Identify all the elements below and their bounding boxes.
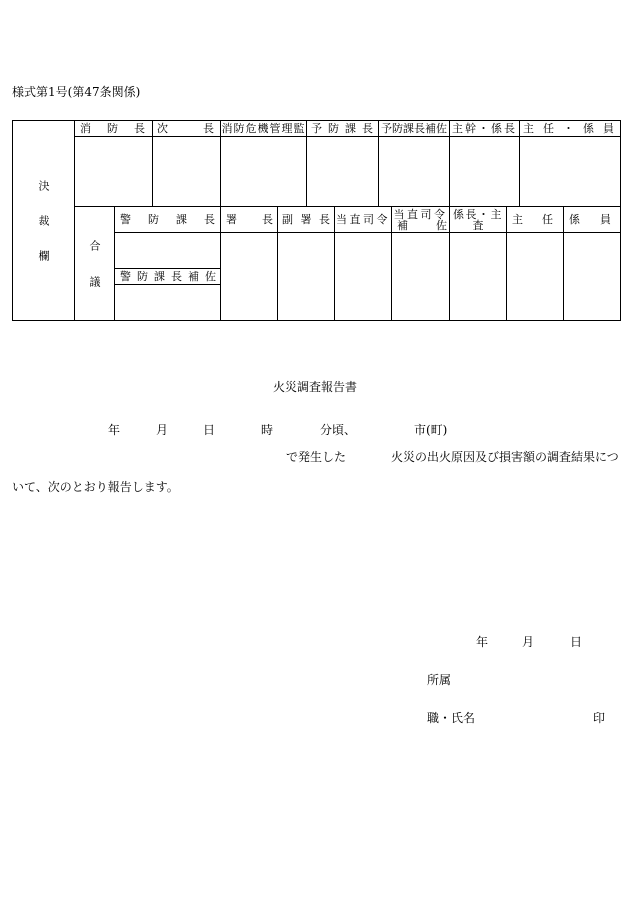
header-cell-fire-defense-section-chief (114, 206, 221, 233)
header-cell-senior-officer (506, 206, 564, 233)
stamp-box-chief-officer-unit-chief (449, 136, 520, 207)
stamp-box-deputy-station-chief (277, 232, 335, 321)
report-month-label: 月 (156, 423, 169, 437)
report-day-label: 日 (203, 423, 216, 437)
header-cell-station-chief (220, 206, 278, 233)
seal-label: 印 (593, 711, 606, 725)
header-label: 予防課長補佐 (381, 122, 447, 135)
header-label: 警 防 課 長 補 佐 (120, 270, 216, 283)
approval-table (12, 120, 621, 321)
affiliation-label: 所属 (427, 673, 452, 687)
header-label: 副 署 長 (282, 213, 330, 226)
header-label: 主幹・係長 (452, 122, 517, 135)
header-cell-staff-member (563, 206, 621, 233)
header-label-line1: 係長・主 (453, 207, 503, 221)
header-label: 署 長 (226, 213, 273, 226)
header-cell-prevention-assistant-chief (378, 120, 450, 137)
report-subject-text: 火災の出火原因及び損害額の調査結果につ (391, 450, 619, 464)
header-cell-fire-chief (74, 120, 153, 137)
signature-year-label: 年 (476, 635, 489, 649)
decision-label: 決裁欄 (37, 180, 50, 285)
stamp-box-prevention-section-chief (306, 136, 379, 207)
stamp-box-duty-commander-assistant (391, 232, 450, 321)
stamp-box-fire-defense-section-chief (114, 232, 221, 269)
consultation-label: 合議 (88, 240, 101, 312)
stamp-box-fire-chief (74, 136, 153, 207)
stamp-box-unit-chief-inspector (449, 232, 507, 321)
signature-day-label: 日 (570, 635, 583, 649)
report-hour-label: 時 (261, 423, 274, 437)
header-label: 主 任 ・ 係 員 (523, 122, 614, 135)
header-label-line2: 査 (472, 218, 484, 232)
stamp-box-deputy-chief (152, 136, 221, 207)
report-city-label: 市(町) (414, 423, 448, 437)
header-cell-deputy-station-chief (277, 206, 335, 233)
stamp-box-senior-officer (506, 232, 564, 321)
header-cell-crisis-management-supervisor (220, 120, 307, 137)
header-label: 当直司令 (336, 213, 390, 226)
header-label: 係 員 (569, 213, 611, 226)
report-minute-label: 分頃、 (320, 423, 357, 437)
stamp-box-fire-defense-assistant-chief (114, 284, 221, 321)
stamp-box-senior-staff (519, 136, 621, 207)
report-occurred-text: で発生した (286, 450, 347, 464)
stamp-box-station-chief (220, 232, 278, 321)
header-label: 警 防 課 長 (120, 213, 215, 226)
stamp-box-crisis-management-supervisor (220, 136, 307, 207)
header-cell-fire-defense-assistant-chief (114, 268, 221, 285)
stamp-box-prevention-assistant-chief (378, 136, 450, 207)
header-label: 予 防 課 長 (311, 122, 373, 135)
header-cell-senior-staff (519, 120, 621, 137)
header-label-line2: 補 佐 (397, 218, 447, 232)
report-title: 火災調査報告書 (272, 380, 357, 394)
header-label: 次 長 (157, 122, 214, 135)
report-closing-text: いて、次のとおり報告します。 (12, 480, 179, 494)
form-number: 様式第1号(第47条関係) (12, 85, 141, 99)
name-label: 職・氏名 (427, 711, 476, 725)
report-year-label: 年 (108, 423, 121, 437)
header-cell-prevention-section-chief (306, 120, 379, 137)
stamp-box-duty-commander (334, 232, 392, 321)
header-label: 消防危機管理監 (221, 122, 306, 135)
stamp-box-staff-member (563, 232, 621, 321)
header-label-line1: 当直司令 (393, 207, 448, 221)
header-cell-unit-chief-inspector (449, 206, 507, 233)
header-cell-chief-officer-unit-chief (449, 120, 520, 137)
header-label: 主 任 (512, 213, 553, 226)
header-cell-duty-commander-assistant (391, 206, 450, 233)
header-cell-deputy-chief (152, 120, 221, 137)
signature-month-label: 月 (522, 635, 535, 649)
header-cell-duty-commander (334, 206, 392, 233)
header-label: 消 防 長 (80, 122, 145, 135)
